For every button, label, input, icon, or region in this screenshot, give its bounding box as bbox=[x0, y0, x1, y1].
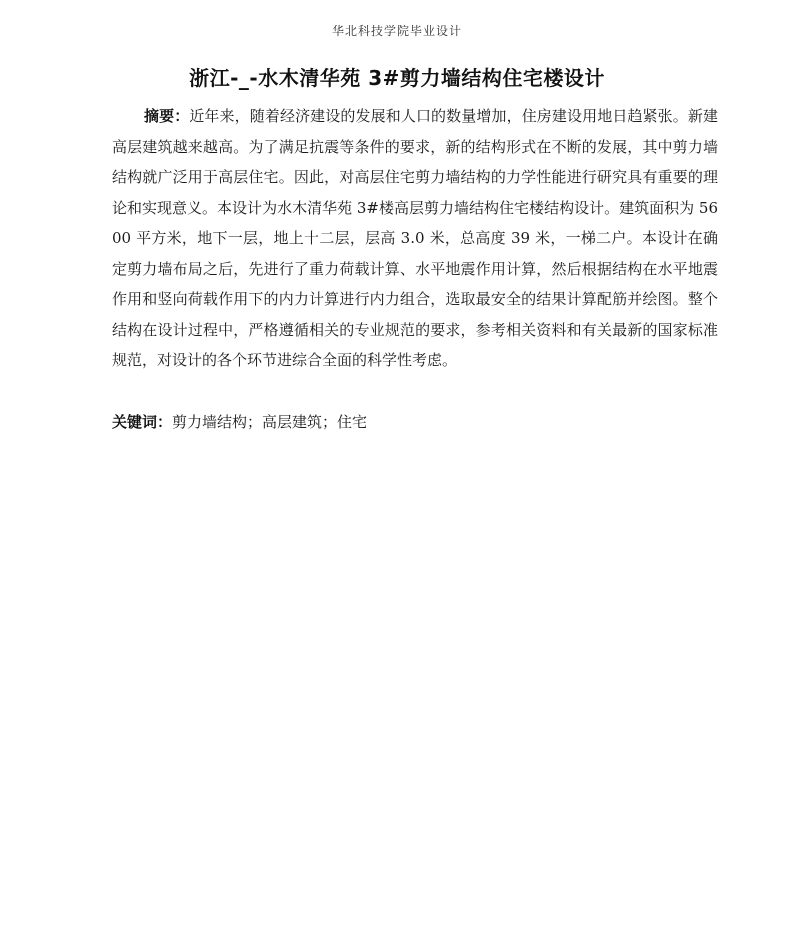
keywords-text: 剪力墙结构；高层建筑；住宅 bbox=[172, 413, 368, 431]
abstract-text: 近年来，随着经济建设的发展和人口的数量增加，住房建设用地日趋紧张。新建高层建筑越来越高。为了满足抗震等条件的要求，新的结构形式在不断的发展，其中剪力墙结构就广泛用于高层住宅。因此，对高层住宅剪力墙结构的力学性能进行研究具有重要的理论和实现意义。本设计为水木清华苑 3#楼高层剪力墙结构住宅楼结构设计。建筑面积为 5600 平方米，地下一层，地上十二层，层高 3.0 米，总高度 39 米，一梯二户。本设计在确定剪力墙布局之后，先进行了重力荷载计算、水平地震作用计算，然后根据结构在水平地震作用和竖向荷载作用下的内力计算进行内力组合，选取最安全的结果计算配筋并绘图。整个结构在设计过程中，严格遵循相关的专业规范的要求，参考相关资料和有关最新的国家标准规范，对设计的各个环节进综合全面的科学性考虑。 bbox=[112, 107, 718, 369]
running-header: 华北科技学院毕业设计 bbox=[331, 24, 462, 38]
header-divider bbox=[112, 44, 716, 45]
abstract-paragraph bbox=[112, 101, 718, 376]
keywords-label: 关键词： bbox=[112, 413, 173, 431]
abstract-label: 摘要： bbox=[144, 107, 190, 125]
keywords-line bbox=[112, 407, 718, 437]
document-title: 浙江-_-水木清华苑 3#剪力墙结构住宅楼设计 bbox=[189, 66, 605, 90]
